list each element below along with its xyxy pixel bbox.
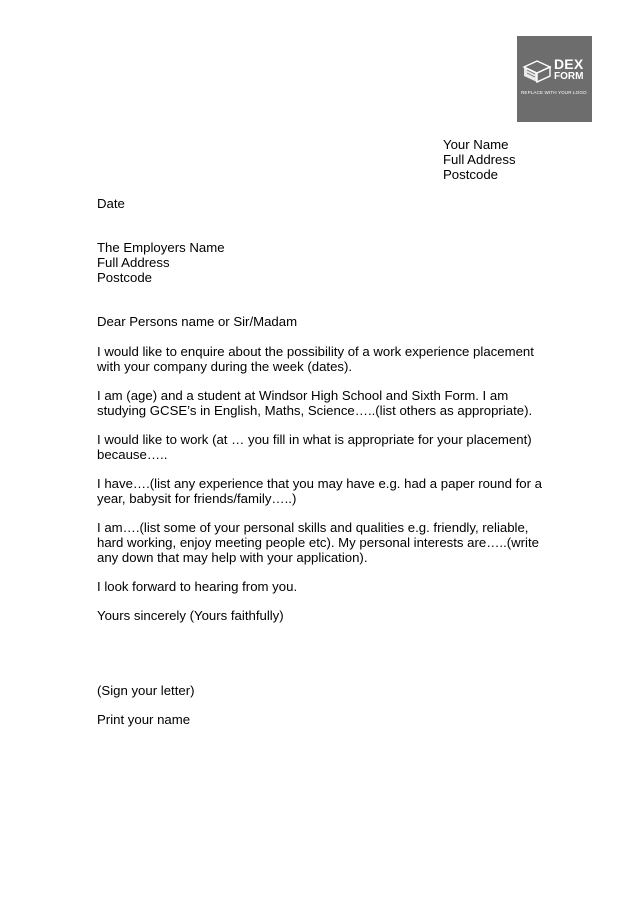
paragraph-line: year, babysit for friends/family…..) [97, 491, 297, 506]
date-text: Date [97, 196, 125, 211]
paragraph-work-reason [97, 432, 537, 462]
paragraph-line: I would like to work (at … you fill in what is appropriate for your placement) [97, 432, 532, 447]
company-logo-placeholder [517, 36, 592, 122]
paragraph-line: I am….(list some of your personal skills and qualities e.g. friendly, reliable, [97, 520, 529, 535]
logo-tagline: REPLACE WITH YOUR LOGO [521, 90, 587, 95]
paragraph-line: I look forward to hearing from you. [97, 579, 298, 594]
sender-name: Your Name [443, 137, 509, 152]
recipient-address-block [97, 240, 537, 285]
paragraph-enquiry [97, 344, 537, 374]
paragraph-line: hard working, enjoy meeting people etc). My personal interests are…..(write [97, 535, 539, 550]
sender-address: Full Address [443, 152, 516, 167]
paragraph-line: I would like to enquire about the possibility of a work experience placement [97, 344, 534, 359]
letter-date [97, 196, 537, 211]
print-name-text: Print your name [97, 712, 191, 727]
salutation [97, 314, 537, 329]
paragraph-line: with your company during the week (dates). [97, 359, 353, 374]
signature-text: (Sign your letter) [97, 683, 195, 698]
recipient-address: Full Address [97, 255, 170, 270]
paragraph-line: I am (age) and a student at Windsor High School and Sixth Form. I am [97, 388, 509, 403]
paragraph-experience [97, 476, 542, 506]
sender-address-block [443, 137, 516, 182]
paragraph-skills [97, 520, 537, 565]
sender-postcode: Postcode [443, 167, 498, 182]
paragraph-closing-remark [97, 579, 537, 594]
closing-text: Yours sincerely (Yours faithfully) [97, 608, 284, 623]
paragraph-student-info [97, 388, 537, 418]
recipient-name: The Employers Name [97, 240, 225, 255]
printed-name-line [97, 712, 537, 727]
paragraph-line: I have….(list any experience that you may have e.g. had a paper round for a [97, 476, 542, 491]
recipient-postcode: Postcode [97, 270, 152, 285]
paragraph-line: because….. [97, 447, 168, 462]
logo-brand-top: DEX [554, 56, 584, 72]
signature-line [97, 683, 537, 698]
logo-brand-bottom: FORM [554, 71, 584, 82]
complimentary-close [97, 608, 537, 623]
paragraph-line: any down that may help with your application). [97, 550, 368, 565]
paragraph-line: studying GCSE’s in English, Maths, Science…..(list others as appropriate). [97, 403, 533, 418]
box-logo-icon [522, 58, 552, 84]
salutation-text: Dear Persons name or Sir/Madam [97, 314, 298, 329]
